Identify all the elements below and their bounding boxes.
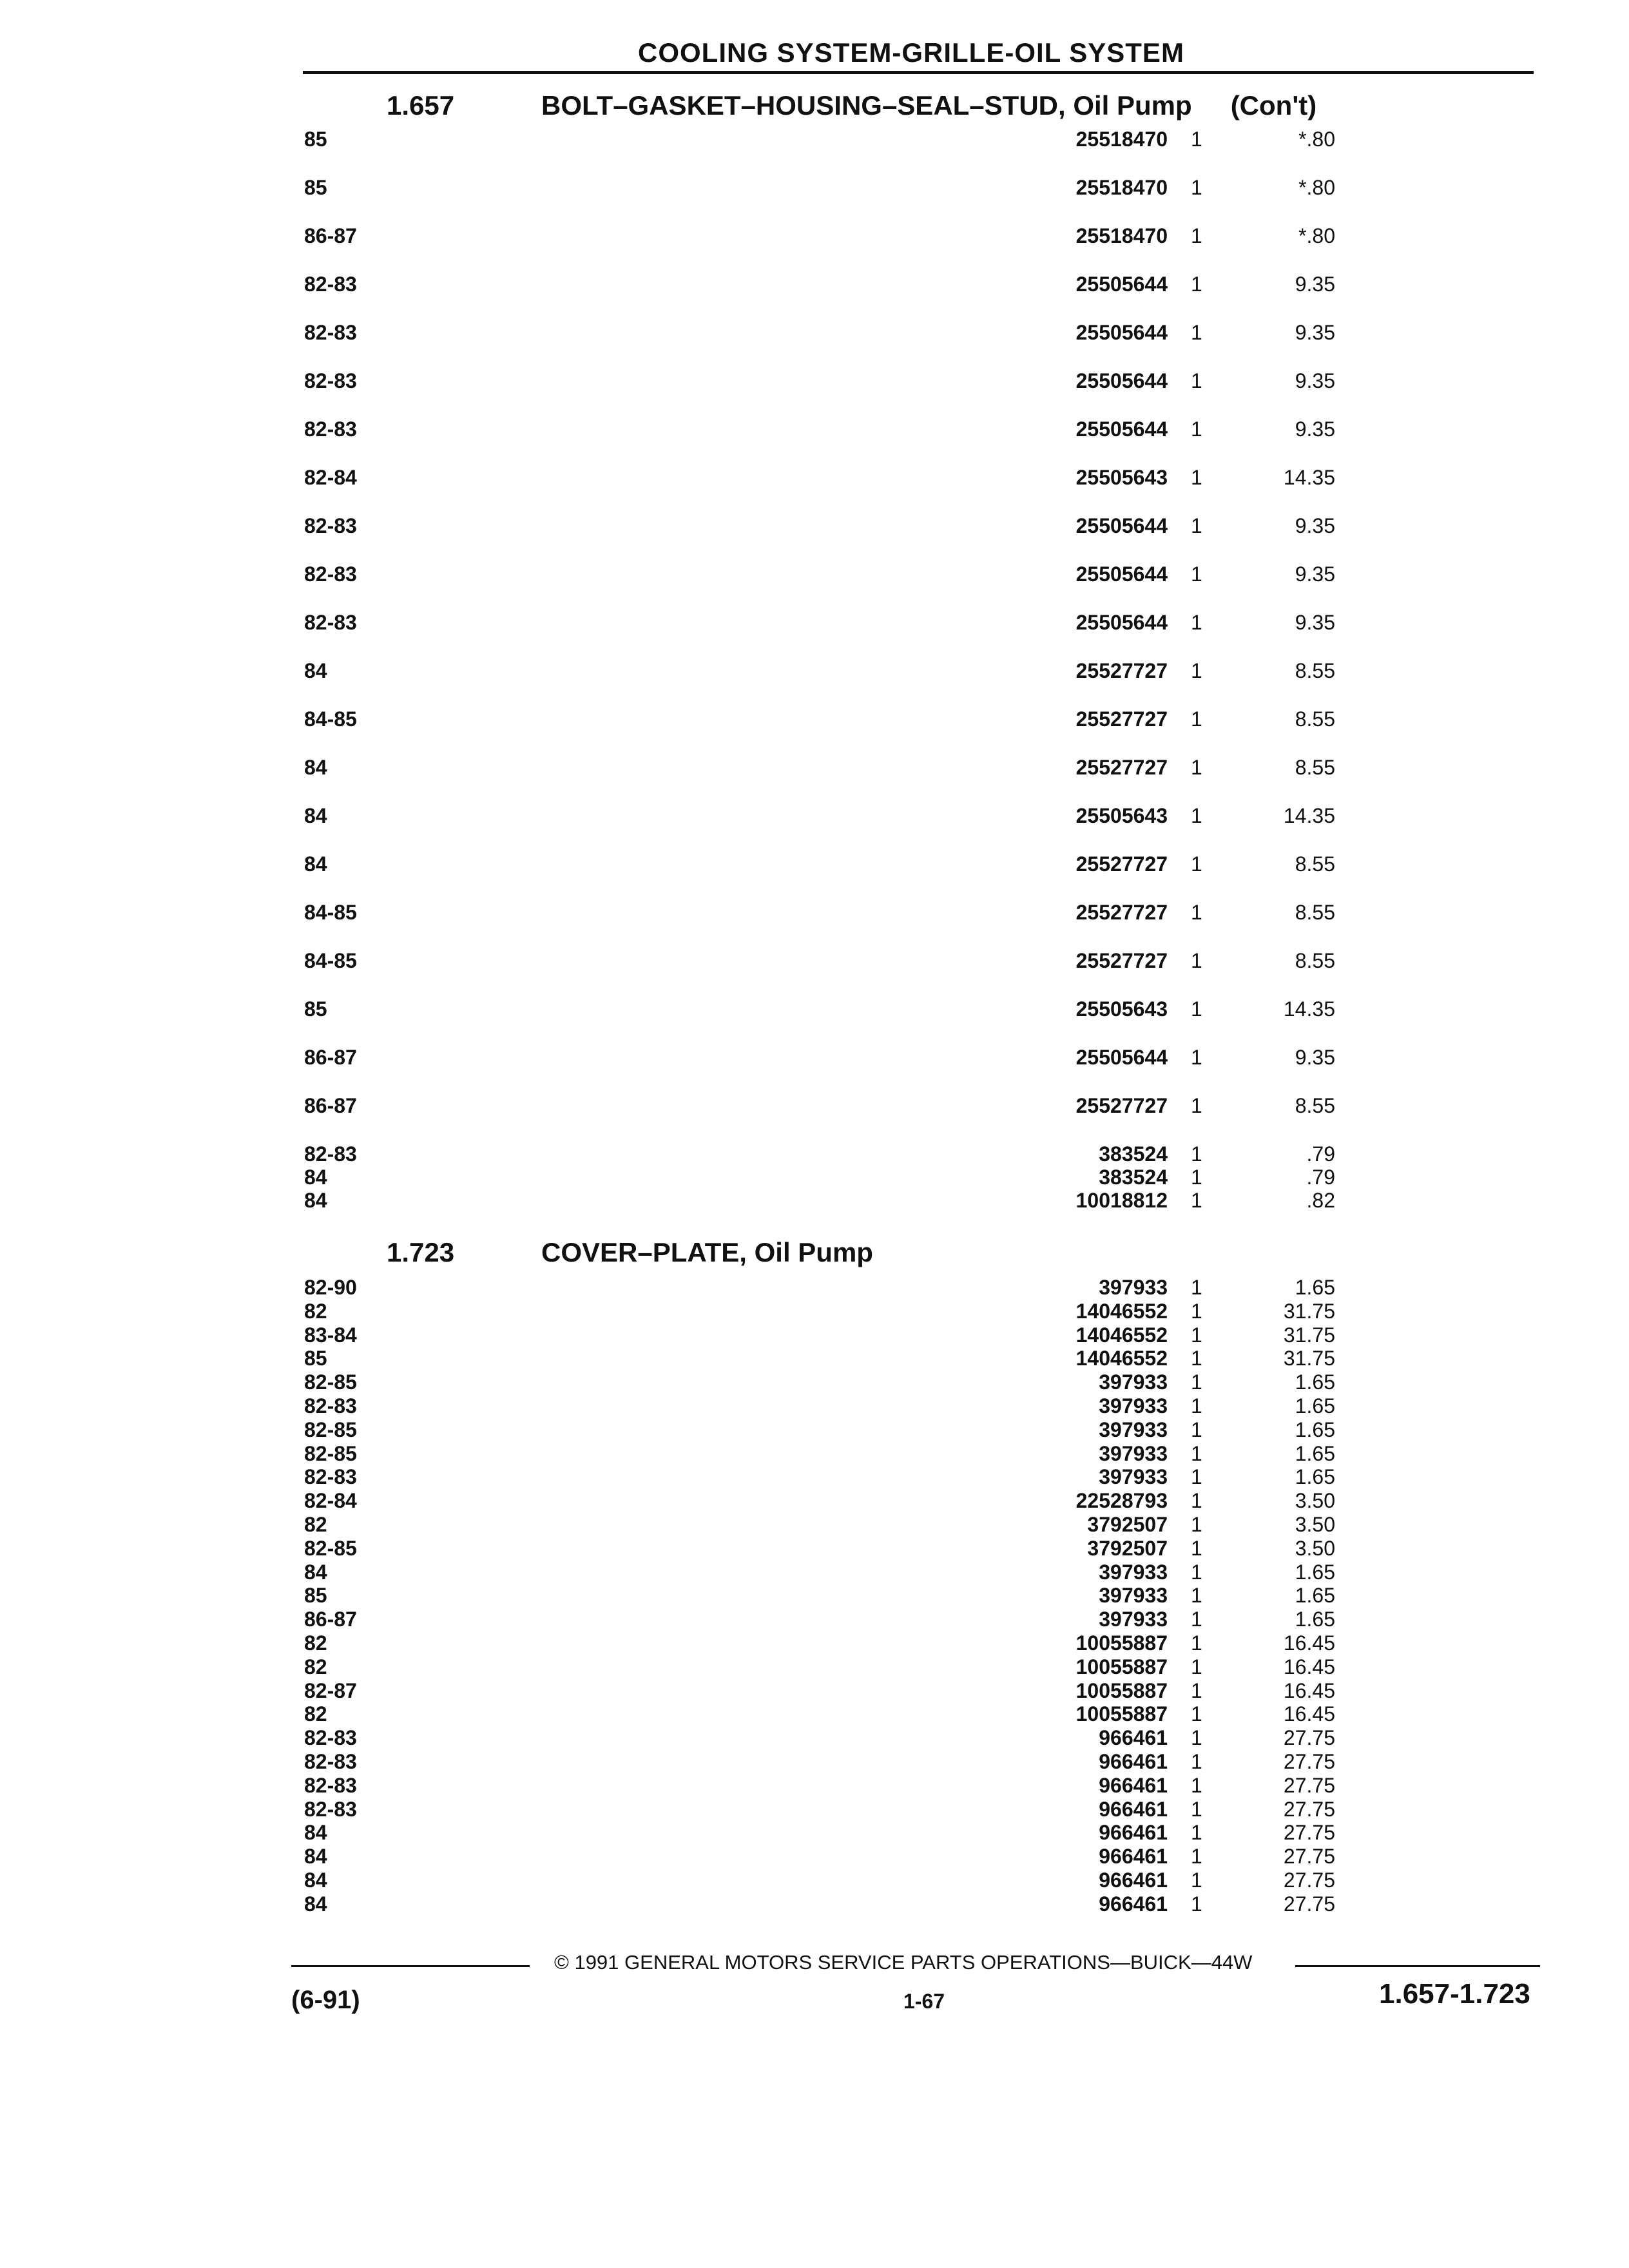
part-number: 397933 [1099, 1608, 1168, 1631]
quantity: 1 [1191, 1702, 1202, 1726]
price: 14.35 [1283, 804, 1335, 827]
part-number: 25527727 [1075, 852, 1168, 876]
price: 16.45 [1283, 1702, 1335, 1726]
year-range: 82-83 [304, 1773, 357, 1797]
price: 1.65 [1295, 1441, 1335, 1465]
table-row [304, 369, 1541, 418]
year-range: 82-90 [304, 1276, 357, 1299]
price: 1.65 [1295, 1370, 1335, 1394]
part-number: 25505644 [1075, 514, 1168, 537]
quantity: 1 [1191, 1512, 1202, 1536]
quantity: 1 [1191, 1276, 1202, 1299]
part-number: 10055887 [1075, 1702, 1168, 1726]
table-row [304, 1608, 1541, 1631]
part-number: 966461 [1099, 1726, 1168, 1750]
price: 9.35 [1295, 369, 1335, 392]
table-row [304, 1584, 1541, 1608]
section-title: BOLT–GASKET–HOUSING–SEAL–STUD, Oil Pump [541, 90, 1192, 120]
table-row [304, 1821, 1541, 1845]
table-row [304, 659, 1541, 707]
part-number: 14046552 [1075, 1299, 1168, 1323]
quantity: 1 [1191, 514, 1202, 537]
part-number: 966461 [1099, 1821, 1168, 1845]
part-number: 25505644 [1075, 273, 1168, 296]
section-heading-1723 [387, 1237, 873, 1268]
price: 31.75 [1283, 1347, 1335, 1370]
quantity: 1 [1191, 949, 1202, 972]
quantity: 1 [1191, 1394, 1202, 1418]
price: 9.35 [1295, 273, 1335, 296]
year-range: 84 [304, 1189, 327, 1212]
part-number: 25505644 [1075, 562, 1168, 586]
year-range: 82-83 [304, 369, 357, 392]
quantity: 1 [1191, 1749, 1202, 1773]
table-row [304, 514, 1541, 562]
price: 16.45 [1283, 1678, 1335, 1702]
price: 8.55 [1295, 901, 1335, 924]
price: 1.65 [1295, 1394, 1335, 1418]
quantity: 1 [1191, 1845, 1202, 1869]
table-row [304, 1442, 1541, 1466]
price: 27.75 [1283, 1845, 1335, 1869]
quantity: 1 [1191, 466, 1202, 489]
quantity: 1 [1191, 901, 1202, 924]
price: 9.35 [1295, 562, 1335, 586]
table-row [304, 1465, 1541, 1489]
price: 8.55 [1295, 852, 1335, 876]
table-row [304, 1189, 1541, 1237]
quantity: 1 [1191, 1797, 1202, 1821]
price: 1.65 [1295, 1465, 1335, 1489]
part-number: 25505644 [1075, 321, 1168, 344]
table-row [304, 1513, 1541, 1537]
year-range: 82-84 [304, 466, 357, 489]
section-heading-1657 [387, 90, 1316, 121]
price: .79 [1306, 1166, 1335, 1189]
price: 27.75 [1283, 1868, 1335, 1892]
quantity: 1 [1191, 1726, 1202, 1750]
table-row [304, 321, 1541, 369]
part-number: 966461 [1099, 1845, 1168, 1869]
year-range: 84 [304, 804, 327, 827]
price: *.80 [1298, 224, 1335, 247]
year-range: 82-83 [304, 1394, 357, 1418]
part-number: 397933 [1099, 1370, 1168, 1394]
year-range: 82-83 [304, 1749, 357, 1773]
table-row [304, 1418, 1541, 1442]
year-range: 83-84 [304, 1323, 357, 1347]
price: .82 [1306, 1189, 1335, 1212]
quantity: 1 [1191, 321, 1202, 344]
section-note: (Con't) [1230, 90, 1317, 120]
part-number: 25505644 [1075, 369, 1168, 392]
part-number: 966461 [1099, 1868, 1168, 1892]
part-number: 25527727 [1075, 707, 1168, 731]
part-number: 10018812 [1075, 1189, 1168, 1212]
part-number: 14046552 [1075, 1347, 1168, 1370]
table-row [304, 1347, 1541, 1370]
part-number: 25505643 [1075, 997, 1168, 1021]
price: 3.50 [1295, 1536, 1335, 1560]
year-range: 82-83 [304, 1726, 357, 1750]
year-range: 82-83 [304, 1465, 357, 1489]
part-number: 397933 [1099, 1418, 1168, 1441]
table-row [304, 1142, 1541, 1166]
year-range: 86-87 [304, 1608, 357, 1631]
part-number: 22528793 [1075, 1489, 1168, 1513]
footer-date: (6-91) [291, 1986, 360, 2014]
table-row [304, 611, 1541, 659]
part-number: 10055887 [1075, 1678, 1168, 1702]
price: *.80 [1298, 128, 1335, 151]
quantity: 1 [1191, 1323, 1202, 1347]
price: 9.35 [1295, 418, 1335, 441]
year-range: 82-85 [304, 1536, 357, 1560]
part-number: 966461 [1099, 1797, 1168, 1821]
table-row [304, 1561, 1541, 1584]
price: 9.35 [1295, 611, 1335, 634]
quantity: 1 [1191, 562, 1202, 586]
quantity: 1 [1191, 1631, 1202, 1655]
table-row [304, 1394, 1541, 1418]
part-number: 25505643 [1075, 466, 1168, 489]
price: 1.65 [1295, 1418, 1335, 1441]
price: 1.65 [1295, 1276, 1335, 1299]
part-number: 10055887 [1075, 1631, 1168, 1655]
table-row [304, 1300, 1541, 1323]
footer-page-number: 1-67 [903, 1990, 945, 2013]
year-range: 82-84 [304, 1489, 357, 1513]
quantity: 1 [1191, 1465, 1202, 1489]
part-number: 397933 [1099, 1394, 1168, 1418]
year-range: 85 [304, 128, 327, 151]
year-range: 82-83 [304, 418, 357, 441]
footer-section-range: 1.657-1.723 [1379, 1978, 1530, 2010]
table-row [304, 128, 1541, 176]
table-row [304, 1489, 1541, 1513]
year-range: 84 [304, 1560, 327, 1584]
year-range: 82-87 [304, 1678, 357, 1702]
price: *.80 [1298, 176, 1335, 199]
price: 14.35 [1283, 997, 1335, 1021]
table-row [304, 1046, 1541, 1094]
part-number: 25505644 [1075, 1046, 1168, 1069]
table-row [304, 852, 1541, 901]
table-row [304, 1702, 1541, 1726]
quantity: 1 [1191, 128, 1202, 151]
price: 27.75 [1283, 1892, 1335, 1916]
table-row [304, 273, 1541, 321]
year-range: 82-83 [304, 1797, 357, 1821]
table-row [304, 901, 1541, 949]
table-row [304, 1370, 1541, 1394]
year-range: 82-83 [304, 562, 357, 586]
quantity: 1 [1191, 273, 1202, 296]
quantity: 1 [1191, 756, 1202, 779]
year-range: 84 [304, 1892, 327, 1916]
price: 1.65 [1295, 1560, 1335, 1584]
year-range: 85 [304, 1584, 327, 1608]
section-number: 1.657 [387, 90, 455, 120]
quantity: 1 [1191, 852, 1202, 876]
year-range: 82-85 [304, 1418, 357, 1441]
quantity: 1 [1191, 1868, 1202, 1892]
parts-table-1723 [304, 1276, 1541, 1916]
part-number: 3792507 [1087, 1536, 1168, 1560]
part-number: 25518470 [1075, 128, 1168, 151]
quantity: 1 [1191, 1441, 1202, 1465]
part-number: 25527727 [1075, 949, 1168, 972]
table-row [304, 1679, 1541, 1703]
price: 27.75 [1283, 1797, 1335, 1821]
quantity: 1 [1191, 1892, 1202, 1916]
parts-table-1657 [304, 128, 1541, 1237]
year-range: 84 [304, 1868, 327, 1892]
quantity: 1 [1191, 1608, 1202, 1631]
table-row [304, 1323, 1541, 1347]
price: 8.55 [1295, 707, 1335, 731]
price: 8.55 [1295, 756, 1335, 779]
part-number: 397933 [1099, 1560, 1168, 1584]
table-row [304, 1750, 1541, 1774]
year-range: 85 [304, 997, 327, 1021]
table-row [304, 1892, 1541, 1916]
part-number: 966461 [1099, 1892, 1168, 1916]
quantity: 1 [1191, 1094, 1202, 1117]
quantity: 1 [1191, 611, 1202, 634]
price: 27.75 [1283, 1773, 1335, 1797]
quantity: 1 [1191, 1142, 1202, 1166]
year-range: 84-85 [304, 901, 357, 924]
quantity: 1 [1191, 1584, 1202, 1608]
price: 9.35 [1295, 1046, 1335, 1069]
quantity: 1 [1191, 1678, 1202, 1702]
header-rule [303, 71, 1534, 74]
part-number: 3792507 [1087, 1512, 1168, 1536]
price: 1.65 [1295, 1584, 1335, 1608]
quantity: 1 [1191, 369, 1202, 392]
year-range: 84 [304, 852, 327, 876]
price: 8.55 [1295, 659, 1335, 682]
table-row [304, 1774, 1541, 1798]
year-range: 84-85 [304, 949, 357, 972]
part-number: 25527727 [1075, 756, 1168, 779]
price: 27.75 [1283, 1726, 1335, 1750]
page-title: COOLING SYSTEM-GRILLE-OIL SYSTEM [638, 37, 1184, 68]
quantity: 1 [1191, 659, 1202, 682]
year-range: 86-87 [304, 1094, 357, 1117]
part-number: 25527727 [1075, 901, 1168, 924]
table-row [304, 949, 1541, 997]
year-range: 82 [304, 1631, 327, 1655]
section-title: COVER–PLATE, Oil Pump [541, 1237, 873, 1267]
quantity: 1 [1191, 1536, 1202, 1560]
table-row [304, 1166, 1541, 1189]
quantity: 1 [1191, 224, 1202, 247]
year-range: 82-83 [304, 273, 357, 296]
quantity: 1 [1191, 1370, 1202, 1394]
table-row [304, 224, 1541, 273]
price: 16.45 [1283, 1655, 1335, 1678]
table-row [304, 1276, 1541, 1300]
year-range: 86-87 [304, 1046, 357, 1069]
table-row [304, 804, 1541, 852]
year-range: 82-83 [304, 321, 357, 344]
year-range: 82-85 [304, 1441, 357, 1465]
quantity: 1 [1191, 1189, 1202, 1212]
price: 3.50 [1295, 1489, 1335, 1513]
year-range: 82 [304, 1655, 327, 1678]
price: 31.75 [1283, 1323, 1335, 1347]
quantity: 1 [1191, 1347, 1202, 1370]
table-row [304, 1655, 1541, 1679]
part-number: 25505643 [1075, 804, 1168, 827]
footer-rule-left [291, 1965, 530, 1967]
year-range: 82-83 [304, 611, 357, 634]
part-number: 25527727 [1075, 1094, 1168, 1117]
year-range: 84 [304, 1166, 327, 1189]
part-number: 397933 [1099, 1441, 1168, 1465]
price: 14.35 [1283, 466, 1335, 489]
price: 8.55 [1295, 949, 1335, 972]
quantity: 1 [1191, 707, 1202, 731]
table-row [304, 1845, 1541, 1869]
part-number: 25505644 [1075, 611, 1168, 634]
part-number: 397933 [1099, 1584, 1168, 1608]
quantity: 1 [1191, 1560, 1202, 1584]
price: 16.45 [1283, 1631, 1335, 1655]
price: 27.75 [1283, 1821, 1335, 1845]
part-number: 25527727 [1075, 659, 1168, 682]
year-range: 82 [304, 1702, 327, 1726]
quantity: 1 [1191, 1489, 1202, 1513]
year-range: 84 [304, 1821, 327, 1845]
table-row [304, 1798, 1541, 1821]
price: .79 [1306, 1142, 1335, 1166]
part-number: 14046552 [1075, 1323, 1168, 1347]
table-row [304, 176, 1541, 224]
year-range: 85 [304, 176, 327, 199]
part-number: 10055887 [1075, 1655, 1168, 1678]
quantity: 1 [1191, 176, 1202, 199]
year-range: 82-83 [304, 514, 357, 537]
year-range: 85 [304, 1347, 327, 1370]
year-range: 84 [304, 756, 327, 779]
year-range: 82 [304, 1299, 327, 1323]
quantity: 1 [1191, 1046, 1202, 1069]
footer-copyright: © 1991 GENERAL MOTORS SERVICE PARTS OPERATIONS—BUICK—44W [554, 1951, 1253, 1974]
part-number: 25518470 [1075, 224, 1168, 247]
quantity: 1 [1191, 997, 1202, 1021]
section-number: 1.723 [387, 1237, 455, 1267]
price: 9.35 [1295, 514, 1335, 537]
year-range: 84 [304, 1845, 327, 1869]
price: 31.75 [1283, 1299, 1335, 1323]
year-range: 82-83 [304, 1142, 357, 1166]
quantity: 1 [1191, 1418, 1202, 1441]
part-number: 383524 [1099, 1142, 1168, 1166]
table-row [304, 707, 1541, 756]
part-number: 966461 [1099, 1749, 1168, 1773]
quantity: 1 [1191, 1299, 1202, 1323]
footer-rule-right [1295, 1965, 1540, 1967]
table-row [304, 1869, 1541, 1892]
year-range: 82 [304, 1512, 327, 1536]
table-row [304, 562, 1541, 611]
quantity: 1 [1191, 804, 1202, 827]
quantity: 1 [1191, 1655, 1202, 1678]
quantity: 1 [1191, 1773, 1202, 1797]
price: 8.55 [1295, 1094, 1335, 1117]
part-number: 383524 [1099, 1166, 1168, 1189]
table-row [304, 466, 1541, 514]
part-number: 397933 [1099, 1276, 1168, 1299]
table-row [304, 418, 1541, 466]
price: 3.50 [1295, 1512, 1335, 1536]
part-number: 966461 [1099, 1773, 1168, 1797]
table-row [304, 1094, 1541, 1142]
year-range: 84 [304, 659, 327, 682]
price: 9.35 [1295, 321, 1335, 344]
quantity: 1 [1191, 1821, 1202, 1845]
part-number: 25518470 [1075, 176, 1168, 199]
table-row [304, 756, 1541, 804]
table-row [304, 997, 1541, 1046]
table-row [304, 1631, 1541, 1655]
quantity: 1 [1191, 1166, 1202, 1189]
table-row [304, 1726, 1541, 1750]
part-number: 397933 [1099, 1465, 1168, 1489]
price: 27.75 [1283, 1749, 1335, 1773]
year-range: 82-85 [304, 1370, 357, 1394]
part-number: 25505644 [1075, 418, 1168, 441]
year-range: 84-85 [304, 707, 357, 731]
year-range: 86-87 [304, 224, 357, 247]
table-row [304, 1537, 1541, 1561]
price: 1.65 [1295, 1608, 1335, 1631]
quantity: 1 [1191, 418, 1202, 441]
